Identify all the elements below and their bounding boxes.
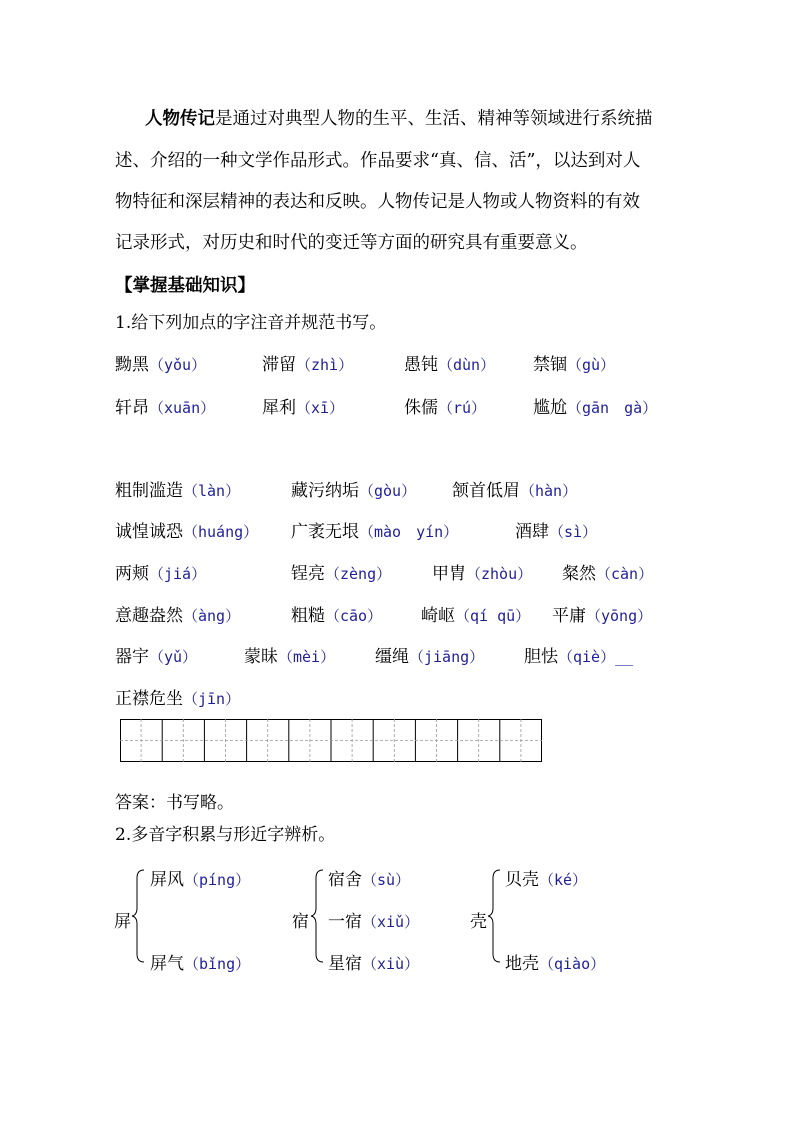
question-1-title: 1.给下列加点的字注音并规范书写。	[115, 313, 387, 333]
vocab-item: 粗糙（cāo）	[291, 606, 383, 626]
vocab-item: 颔首低眉（hàn）	[452, 481, 578, 501]
brace	[309, 868, 325, 964]
vocab-item: 缰绳（jiāng）	[375, 647, 485, 667]
vocab-item: 轩昂（xuān）	[115, 398, 216, 418]
polyphone-entry: 贝壳（ké）	[505, 870, 588, 890]
vocab-item: 蒙昧（mèi）	[244, 647, 336, 667]
vocab-item: 甲胄（zhòu）	[432, 564, 533, 584]
polyphone-entry: 屏风（píng）	[150, 870, 251, 890]
intro-line-2: 述、介绍的一种文学作品形式。作品要求“真、信、活”，以达到对人	[115, 151, 641, 171]
vocab-item: 平庸（yōng）	[552, 606, 653, 626]
vocab-item: 黝黑（yǒu）	[115, 355, 207, 375]
question-2-title: 2.多音字积累与形近字辨析。	[115, 825, 336, 845]
vocab-item: 藏污纳垢（gòu）	[291, 481, 417, 501]
intro-line-4: 记录形式，对历史和时代的变迁等方面的研究具有重要意义。	[115, 233, 588, 253]
polyphone-char: 壳	[470, 912, 487, 932]
vocab-item: 意趣盎然（àng）	[115, 606, 241, 626]
vocab-item: 侏儒（rú）	[404, 398, 487, 418]
vocab-item: 愚钝（dùn）	[404, 355, 496, 375]
vocab-item: 胆怯（qiè）__	[524, 647, 634, 667]
writing-grid[interactable]	[120, 719, 542, 762]
intro-line-1: 人物传记是通过对典型人物的生平、生活、精神等领域进行系统描	[145, 109, 653, 129]
section-heading: 【掌握基础知识】	[115, 276, 255, 296]
vocab-item: 崎岖（qí qū）	[421, 606, 531, 626]
intro-term: 人物传记	[145, 109, 215, 129]
vocab-item: 酒肆（sì）	[515, 522, 598, 542]
vocab-item: 诚惶诚恐（huáng）	[115, 522, 259, 542]
vocab-item: 禁锢（gù）	[533, 355, 616, 375]
brace	[130, 868, 146, 964]
vocab-item: 正襟危坐（jīn）	[115, 689, 241, 709]
polyphone-entry: 屏气（bǐng）	[150, 954, 251, 974]
vocab-item: 器宇（yǔ）	[115, 647, 198, 667]
vocab-item: 锃亮（zèng）	[291, 564, 392, 584]
polyphone-char: 宿	[292, 912, 309, 932]
answer-note: 答案：书写略。	[115, 793, 234, 813]
vocab-item: 粲然（càn）	[562, 564, 654, 584]
vocab-item: 尴尬（gān gà）	[533, 398, 658, 418]
polyphone-entry: 宿舍（sù）	[328, 870, 411, 890]
polyphone-entry: 一宿（xiǔ）	[328, 912, 420, 932]
polyphone-char: 屏	[114, 912, 131, 932]
polyphone-entry: 星宿（xiù）	[328, 954, 420, 974]
vocab-item: 广袤无垠（mào yín）	[291, 522, 459, 542]
vocab-item: 粗制滥造（làn）	[115, 481, 241, 501]
brace	[486, 868, 502, 964]
vocab-item: 滞留（zhì）	[262, 355, 354, 375]
polyphone-entry: 地壳（qiào）	[505, 954, 606, 974]
intro-line-3: 物特征和深层精神的表达和反映。人物传记是人物或人物资料的有效	[115, 192, 640, 212]
vocab-item: 犀利（xī）	[262, 398, 345, 418]
vocab-item: 两颊（jiá）	[115, 564, 207, 584]
